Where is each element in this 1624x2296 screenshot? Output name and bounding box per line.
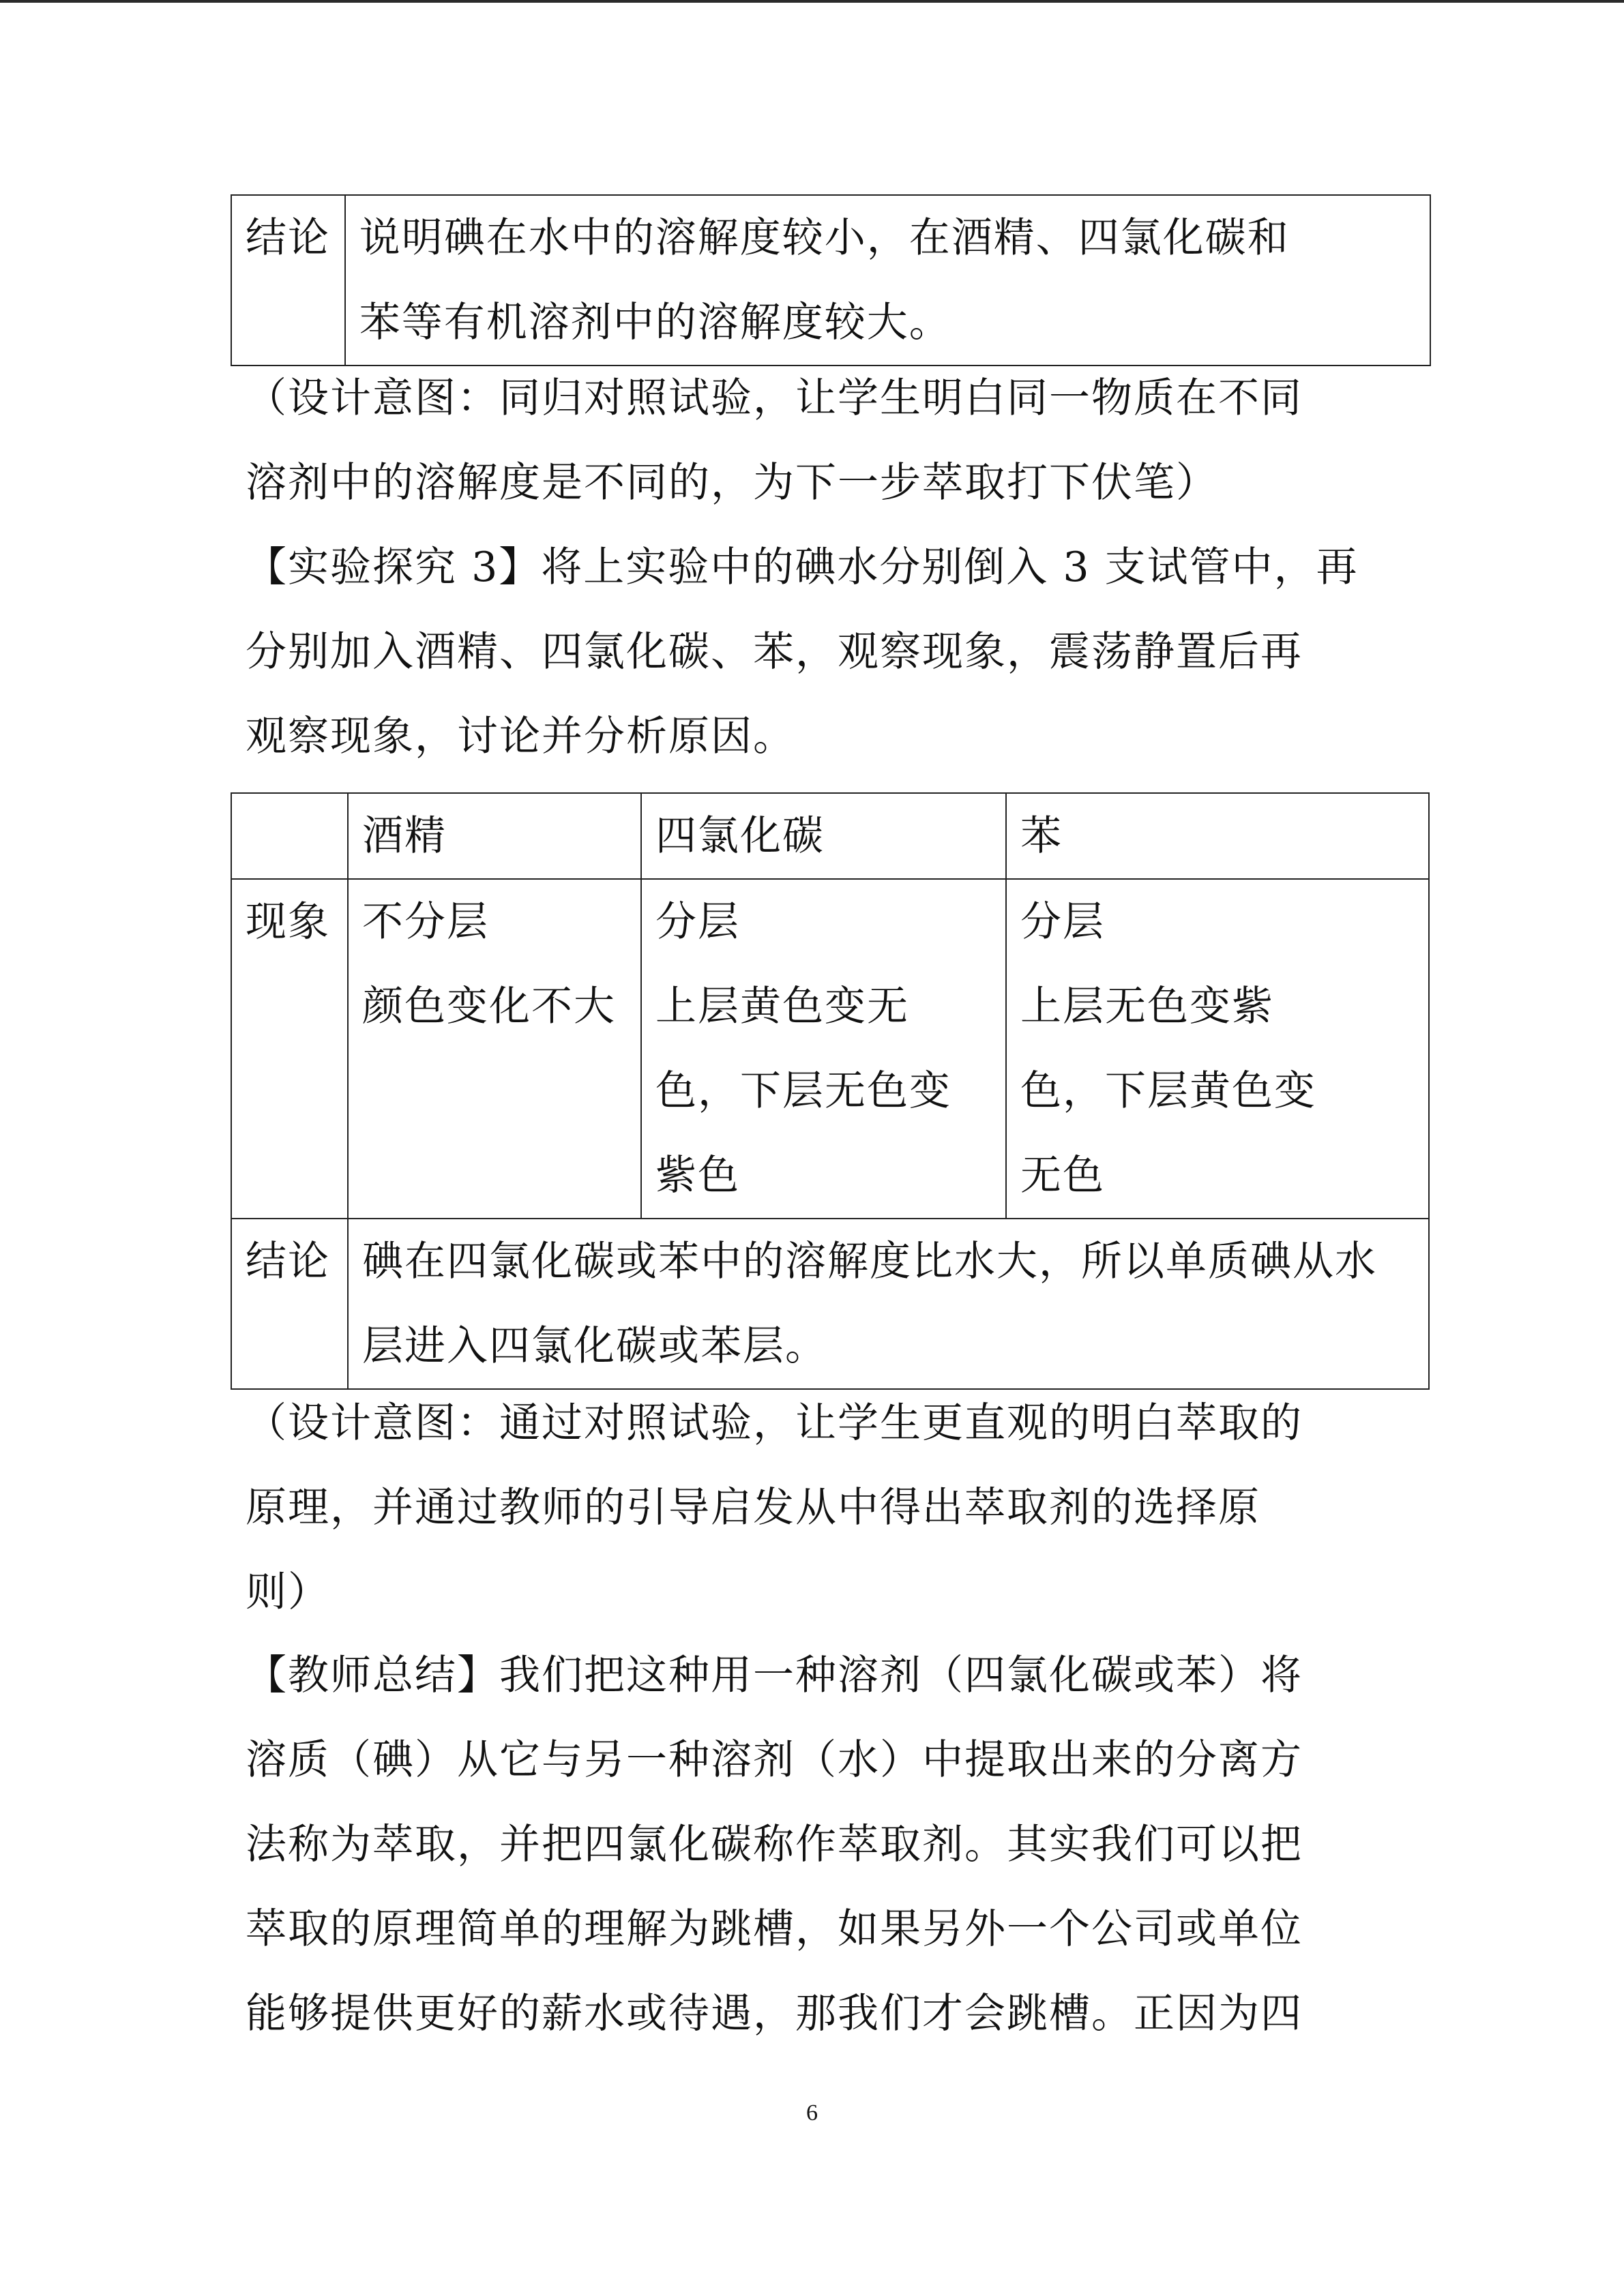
conclusion-label: 结论 [246,214,330,262]
table-cell-label [231,1219,348,1389]
table-cell-label [231,879,348,1219]
conclusion-text-2: 碘在四氯化碳或苯中的溶解度比水大，所以单质碘从水 层进入四氯化碳或苯层。 [362,1238,1377,1370]
table-cell-content [345,195,1430,366]
page-number: 6 [806,2100,818,2126]
table-header-cell [231,793,348,879]
table-header-cell [1006,793,1429,879]
teacher-summary-paragraph: 【教师总结】我们把这种用一种溶剂（四氯化碳或苯）将 溶质（碘）从它与另一种溶剂（水）中提取出来的分离方 法称为萃取，并把四氯化碳称作萃取剂。其实我们可以把 萃取的原理简单的理解为跳槽，如果另外一个公司或单位 能够提供更好的薪水或待遇，那我们才会跳槽。正因为四 [246,1652,1303,2038]
table-cell-content [348,1219,1429,1389]
experiment-results-table [231,792,1430,1390]
conclusion-text: 说明碘在水中的溶解度较小，在酒精、四氯化碳和 苯等有机溶剂中的溶解度较大。 [359,214,1290,346]
header-benzene: 苯 [1020,812,1063,860]
phenomenon-benzene: 分层 上层无色变紫 色，下层黄色变 无色 [1020,898,1316,1199]
conclusion-table-1 [231,194,1431,366]
design-intent-paragraph-1: （设计意图：同归对照试验，让学生明白同一物质在不同 溶剂中的溶解度是不同的，为下一步萃取打下伏笔） [246,374,1303,507]
table-row [231,1219,1429,1389]
table-header-cell [641,793,1006,879]
header-alcohol: 酒精 [362,812,447,860]
table-header-cell [348,793,641,879]
phenomenon-label: 现象 [246,898,330,946]
table-cell-label [231,195,345,366]
experiment-3-paragraph: 【实验探究 3】将上实验中的碘水分别倒入 3 支试管中，再 分别加入酒精、四氯化碳、苯，观察现象，震荡静置后再 观察现象，讨论并分析原因。 [246,543,1359,760]
table-row [231,879,1429,1219]
table-cell [641,879,1006,1219]
top-border-line [0,0,1624,3]
phenomenon-alcohol: 不分层 颜色变化不大 [362,898,616,1030]
conclusion-label-2: 结论 [246,1238,330,1285]
table-cell [1006,879,1429,1219]
header-ccl4: 四氯化碳 [655,812,825,860]
phenomenon-ccl4: 分层 上层黄色变无 色，下层无色变 紫色 [655,898,951,1199]
table-cell [348,879,641,1219]
table-header-row [231,793,1429,879]
table-row [231,195,1430,366]
design-intent-paragraph-2: （设计意图：通过对照试验，让学生更直观的明白萃取的 原理，并通过教师的引导启发从中得出萃取剂的选择原 则） [246,1399,1303,1616]
